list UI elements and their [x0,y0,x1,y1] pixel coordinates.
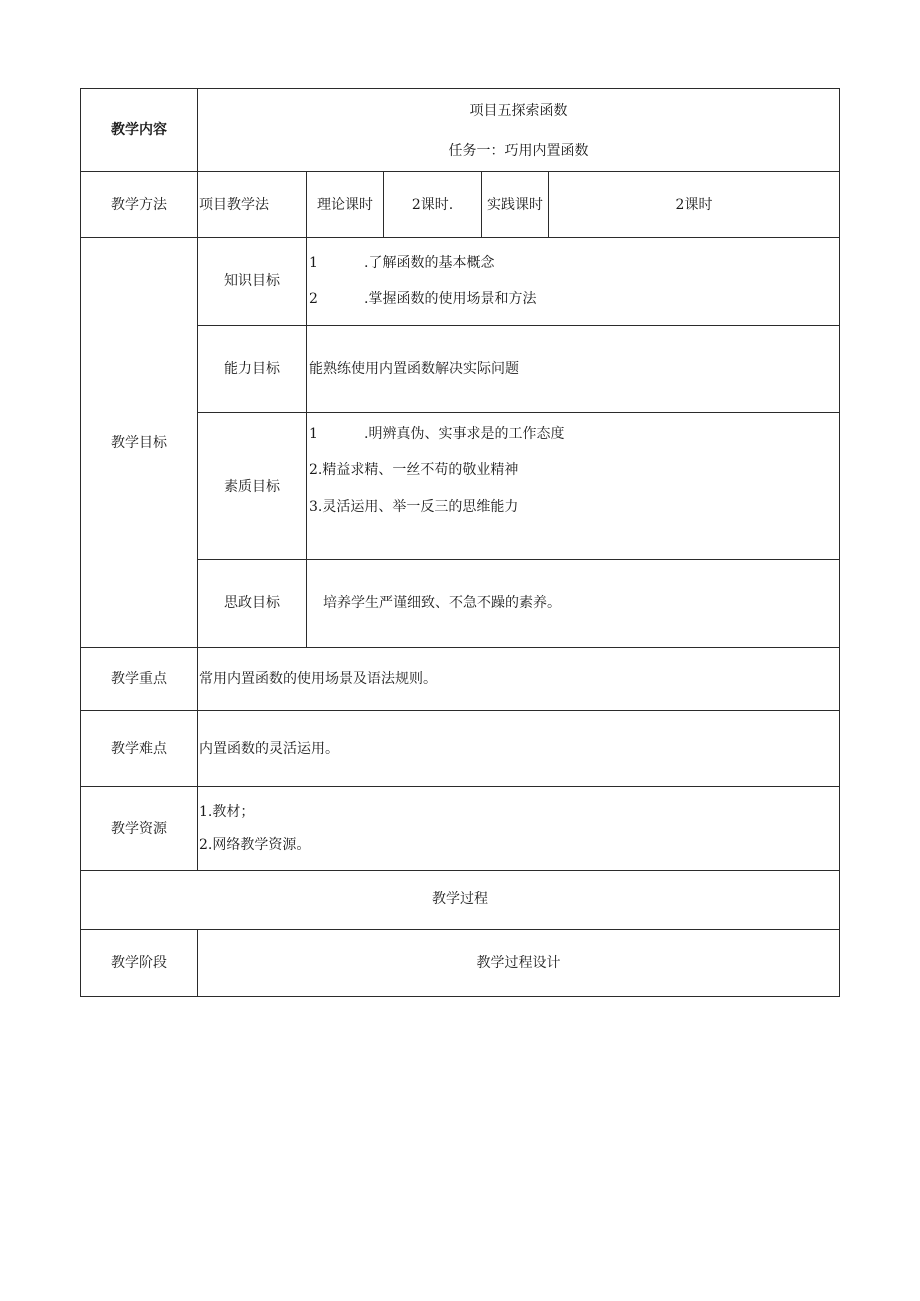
list-item: .掌握函数的使用场景和方法 [364,291,537,307]
difficulties-label: 教学难点 [111,741,167,757]
practice-hours-value: 2课时 [675,197,713,213]
list-item: .了解函数的基本概念 [364,255,495,271]
ability-objective-label: 能力目标 [224,361,280,377]
table-border-bottom [80,996,840,997]
list-item-number: 2 [309,291,318,307]
list-item-number: 1 [309,255,318,271]
method-label: 教学方法 [111,197,167,213]
ideology-objective-label: 思政目标 [224,595,280,611]
quality-objective-label: 素质目标 [224,479,280,495]
row-divider [80,870,840,871]
key-points-label: 教学重点 [111,671,167,687]
resources-label: 教学资源 [111,821,167,837]
row-divider [197,325,840,326]
method-value: 项目教学法 [199,197,269,213]
list-item: 1.教材； [199,804,255,820]
stage-label: 教学阶段 [111,955,167,971]
content-label: 教学内容 [111,122,167,138]
list-item: .明辨真伪、实事求是的工作态度 [364,426,565,442]
list-item-number: 1 [309,426,318,442]
row-divider [80,237,840,238]
knowledge-objective-label: 知识目标 [224,273,280,289]
table-border-right [839,88,840,997]
ability-objective-text: 能熟练使用内置函数解决实际问题 [309,361,519,377]
table-border-left [80,88,81,997]
row-divider [80,171,840,172]
process-design-label: 教学过程设计 [476,955,561,971]
row-divider [197,412,840,413]
row-divider [197,559,840,560]
theory-hours-value: 2课时. [411,197,454,213]
row-divider [80,647,840,648]
theory-hours-label: 理论课时 [317,197,373,213]
ideology-objective-text: 培养学生严谨细致、不急不躁的素养。 [323,595,561,611]
row-divider [80,786,840,787]
project-title: 项目五探索函数 [469,103,568,119]
row-divider [80,710,840,711]
key-points-text: 常用内置函数的使用场景及语法规则。 [199,671,437,687]
task-title: 任务一：巧用内置函数 [448,143,589,159]
objectives-label: 教学目标 [111,435,167,451]
list-item: 3.灵活运用、举一反三的思维能力 [309,499,519,515]
list-item: 2.精益求精、一丝不苟的敬业精神 [309,462,519,478]
difficulties-text: 内置函数的灵活运用。 [199,741,339,757]
list-item: 2.网络教学资源。 [199,837,311,853]
table-border-top [80,88,840,89]
process-title: 教学过程 [432,891,488,907]
practice-hours-label: 实践课时 [487,197,543,213]
col-divider [306,171,307,648]
row-divider [80,929,840,930]
